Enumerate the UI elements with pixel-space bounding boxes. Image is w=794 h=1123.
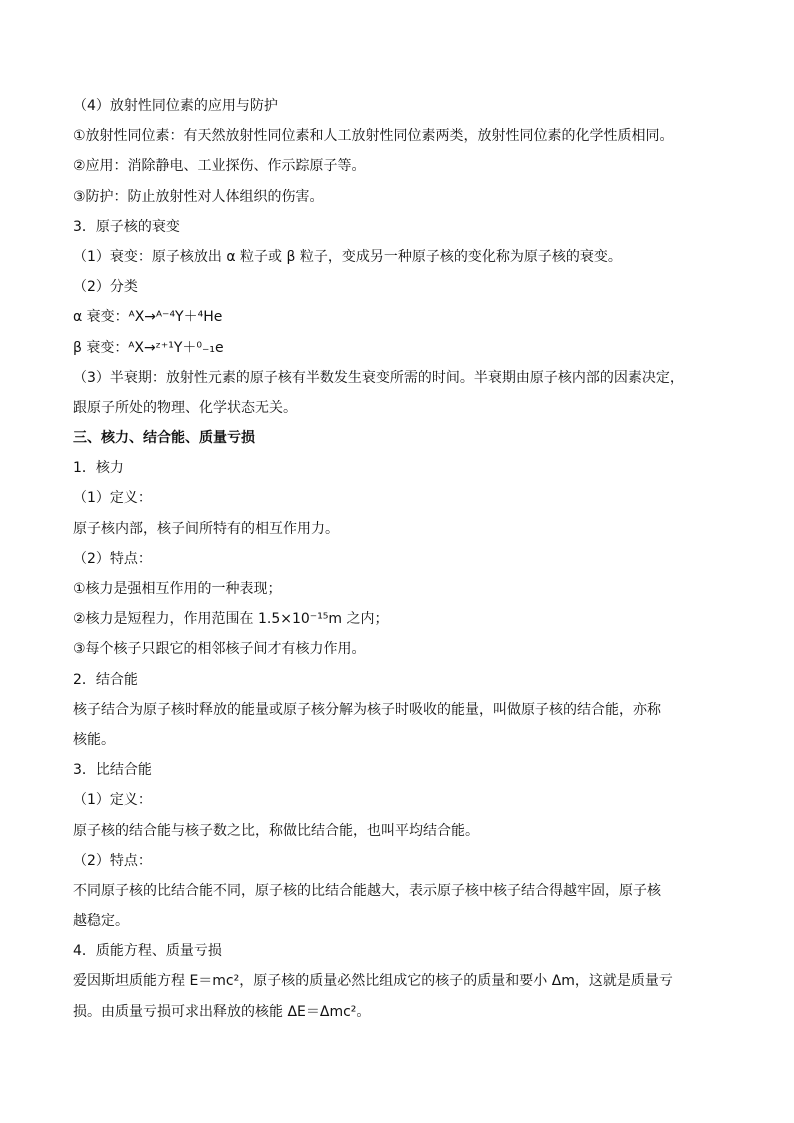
text-line: ①核力是强相互作用的一种表现； [73,581,282,597]
text-line: α 衰变：ᴬX→ᴬ⁻⁴Y＋⁴He [73,309,223,326]
text-line: （4）放射性同位素的应用与防护 [73,98,278,114]
text-line: ①放射性同位素：有天然放射性同位素和人工放射性同位素两类，放射性同位素的化学性质相同。 [73,128,674,145]
text-line: 跟原子所处的物理、化学状态无关。 [73,399,297,416]
text-line: （1）衰变：原子核放出 α 粒子或 β 粒子，变成另一种原子核的变化称为原子核的衰变。 [73,248,622,265]
section-heading: 三、核力、结合能、质量亏损 [73,430,255,447]
text-line: 2．结合能 [73,671,138,688]
text-line: 原子核内部，核子间所特有的相互作用力。 [73,520,339,537]
text-line: （1）定义： [73,490,152,507]
text-line: ③每个核子只跟它的相邻核子间才有核力作用。 [73,641,366,658]
text-line: 越稳定。 [73,913,129,930]
text-line: 4．质能方程、质量亏损 [73,943,222,960]
text-line: 3．原子核的衰变 [73,218,180,235]
text-line: 核能。 [73,731,115,748]
text-line: （3）半衰期：放射性元素的原子核有半数发生衰变所需的时间。半衰期由原子核内部的因素决定， [73,369,684,386]
text-line: ②核力是短程力，作用范围在 1.5×10⁻¹⁵m 之内； [73,611,389,628]
text-line: 原子核的结合能与核子数之比，称做比结合能，也叫平均结合能。 [73,822,479,839]
text-line: 不同原子核的比结合能不同，原子核的比结合能越大，表示原子核中核子结合得越牢固，原子核 [73,882,661,899]
text-line: 损。由质量亏损可求出释放的核能 ΔE＝Δmc²。 [73,1003,371,1020]
text-line: （2）特点： [73,550,152,567]
text-line: 1．核力 [73,460,124,477]
text-line: （2）特点： [73,852,152,869]
text-line: （2）分类 [73,279,138,296]
text-line: （1）定义： [73,792,152,809]
text-line: ②应用：消除静电、工业探伤、作示踪原子等。 [73,158,366,175]
text-line: ③防护：防止放射性对人体组织的伤害。 [73,188,324,205]
text-line: 3．比结合能 [73,762,152,779]
document-body [73,91,733,1027]
text-line: β 衰变：ᴬX→ᶻ⁺¹Y＋⁰₋₁e [73,339,224,356]
text-line: 爱因斯坦质能方程 E＝mc²，原子核的质量必然比组成它的核子的质量和要小 Δm，这就是质量亏 [73,973,673,990]
text-line: 核子结合为原子核时释放的能量或原子核分解为核子时吸收的能量，叫做原子核的结合能，亦称 [73,701,661,718]
